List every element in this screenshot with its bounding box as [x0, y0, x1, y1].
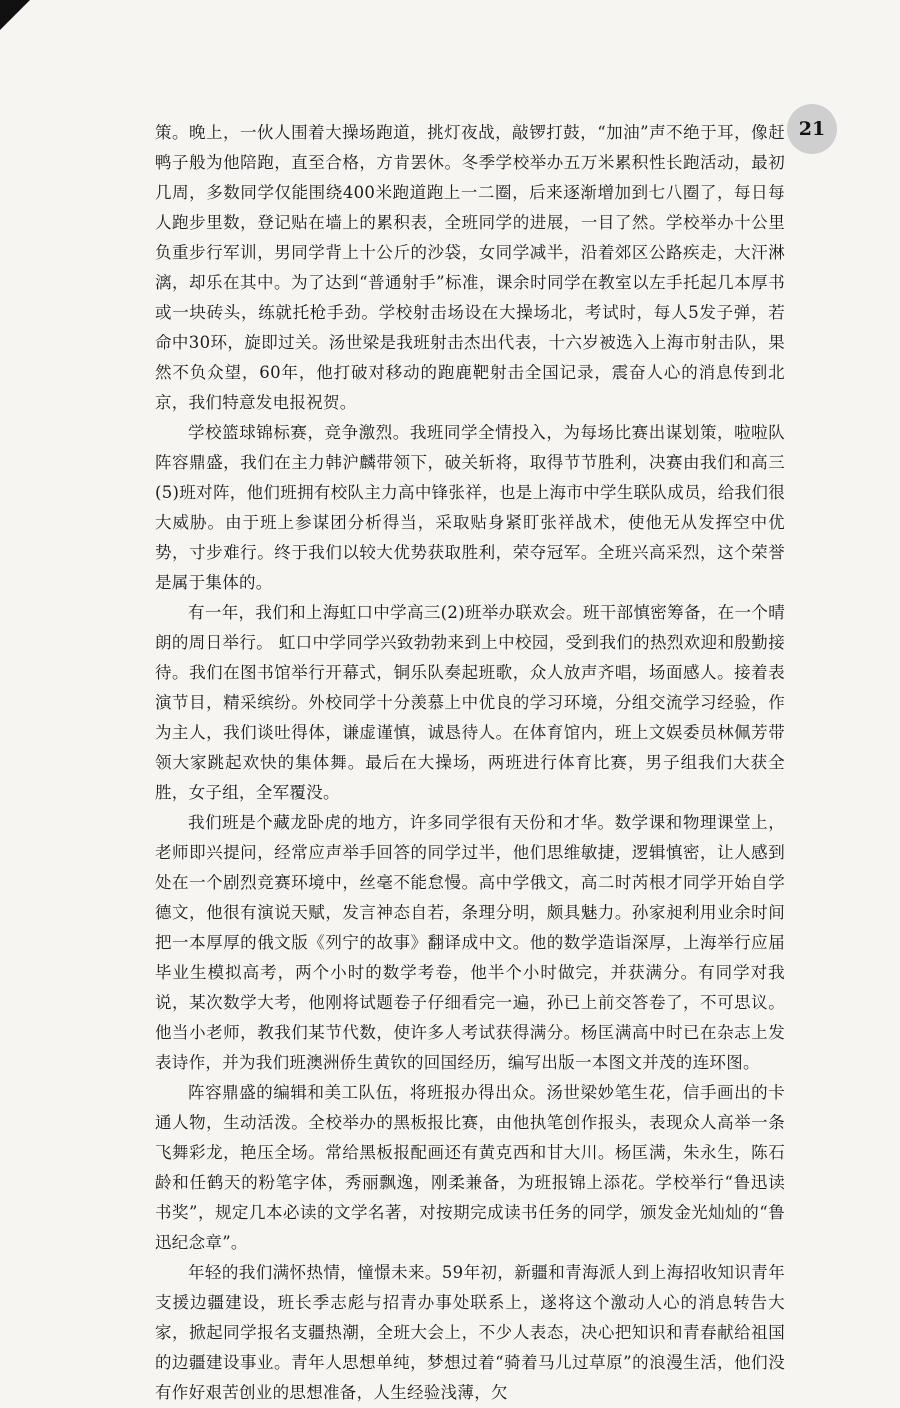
paragraph: 策。晚上，一伙人围着大操场跑道，挑灯夜战，敲锣打鼓，“加油”声不绝于耳，像赶鸭子般为他陪跑，直至合格，方肯罢休。冬季学校举办五万米累积性长跑活动，最初几周，多数同学仅能围绕400米跑道跑上一二圈，后来逐渐增加到七八圈了，每日每人跑步里数，登记贴在墙上的累积表，全班同学的进展，一目了然。学校举办十公里负重步行军训，男同学背上十公斤的沙袋，女同学减半，沿着郊区公路疾走，大汗淋漓，却乐在其中。为了达到“普通射手”标准，课余时同学在教室以左手托起几本厚书或一块砖头，练就托枪手劲。学校射击场设在大操场北，考试时，每人5发子弹，若命中30环，旋即过关。汤世梁是我班射击杰出代表，十六岁被选入上海市射击队，果然不负众望，60年，他打破对移动的跑鹿靶射击全国记录，震奋人心的消息传到北京，我们特意发电报祝贺。 [155, 123, 785, 412]
paragraph: 我们班是个藏龙卧虎的地方，许多同学很有天份和才华。数学课和物理课堂上，老师即兴提问，经常应声举手回答的同学过半，他们思维敏捷，逻辑慎密，让人感到处在一个剧烈竞赛环境中，丝毫不能怠慢。高中学俄文，高二时芮根才同学开始自学德文，他很有演说天赋，发言神态自若，条理分明，颇具魅力。孙家昶利用业余时间把一本厚厚的俄文版《列宁的故事》翻译成中文。他的数学造诣深厚，上海举行应届毕业生模拟高考，两个小时的数学考卷，他半个小时做完，并获满分。有同学对我说，某次数学大考，他刚将试题卷子仔细看完一遍，孙已上前交答卷了，不可思议。他当小老师，教我们某节代数，使许多人考试获得满分。杨匡满高中时已在杂志上发表诗作，并为我们班澳洲侨生黄钦的回国经历，编写出版一本图文并茂的连环图。 [155, 813, 785, 1072]
page-number: 21 [787, 104, 837, 154]
paragraph: 年轻的我们满怀热情，憧憬未来。59年初，新疆和青海派人到上海招收知识青年支援边疆建设，班长季志彪与招青办事处联系上，遂将这个激动人心的消息转告大家，掀起同学报名支疆热潮，全班大会上，不少人表态，决心把知识和青春献给祖国的边疆建设事业。青年人思想单纯，梦想过着“骑着马儿过草原”的浪漫生活，他们没有作好艰苦创业的思想准备，人生经验浅薄，欠 [155, 1263, 785, 1402]
paragraph: 阵容鼎盛的编辑和美工队伍，将班报办得出众。汤世梁妙笔生花，信手画出的卡通人物，生动活泼。全校举办的黑板报比赛，由他执笔创作报头，表现众人高举一条飞舞彩龙，艳压全场。常给黑板报配画还有黄克西和甘大川。杨匡满，朱永生，陈石龄和任鹤天的粉笔字体，秀丽飘逸，刚柔兼备，为班报锦上添花。学校举行“鲁迅读书奖”，规定几本必读的文学名著，对按期完成读书任务的同学，颁发金光灿灿的“鲁迅纪念章”。 [155, 1083, 785, 1252]
body-text [155, 118, 785, 1408]
scan-corner-mark [0, 0, 30, 30]
paragraph: 有一年，我们和上海虹口中学高三(2)班举办联欢会。班干部慎密筹备，在一个晴朗的周日举行。 虹口中学同学兴致勃勃来到上中校园，受到我们的热烈欢迎和殷勤接待。我们在图书馆举行开幕式，铜乐队奏起班歌，众人放声齐唱，场面感人。接着表演节目，精采缤纷。外校同学十分羡慕上中优良的学习环境，分组交流学习经验，作为主人，我们谈吐得体，谦虚谨慎，诚恳待人。在体育馆内，班上文娱委员林佩芳带领大家跳起欢快的集体舞。最后在大操场，两班进行体育比赛，男子组我们大获全胜，女子组，全军覆没。 [155, 603, 785, 802]
paragraph: 学校篮球锦标赛，竞争激烈。我班同学全情投入，为每场比赛出谋划策，啦啦队阵容鼎盛，我们在主力韩沪麟带领下，破关斩将，取得节节胜利，决赛由我们和高三(5)班对阵，他们班拥有校队主力高中锋张祥，也是上海市中学生联队成员，给我们很大威胁。由于班上参谋团分析得当，采取贴身紧盯张祥战术，使他无从发挥空中优势，寸步难行。终于我们以较大优势获取胜利，荣夺冠军。全班兴高采烈，这个荣誉是属于集体的。 [155, 423, 785, 592]
